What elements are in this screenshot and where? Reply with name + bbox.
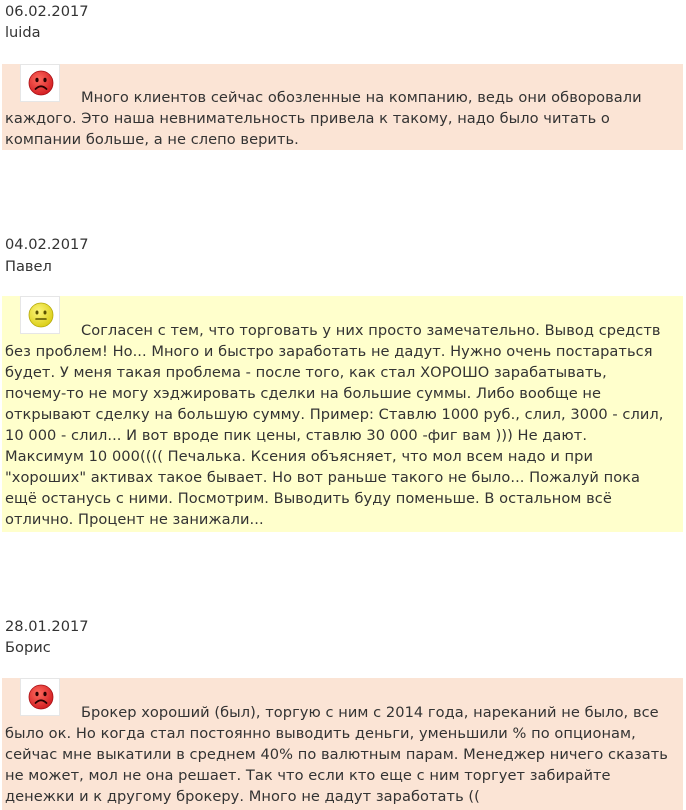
- review-body: [2, 296, 683, 532]
- review-author: Борис: [5, 639, 51, 656]
- avatar: [20, 64, 60, 102]
- review-body: [2, 678, 683, 810]
- review-author: luida: [5, 24, 41, 41]
- avatar: [20, 678, 60, 716]
- sad-face-icon: [28, 70, 54, 96]
- avatar: [20, 296, 60, 334]
- sad-face-icon: [28, 684, 54, 710]
- review-date: 28.01.2017: [5, 618, 89, 635]
- review-date: 06.02.2017: [5, 3, 89, 20]
- review-body: [2, 64, 683, 150]
- review-author: Павел: [5, 258, 52, 275]
- review-text: Согласен с тем, что торговать у них просто замечательно. Вывод средств без проблем! Но... Много и быстро заработать не дадут. Нужно очень постараться будет. У меня такая проблема - после того, как стал ХОРОШО зарабатывать, почему-то не могу хэджировать сделки на большие суммы. Либо вообще не открывают сделку на большую сумму. Пример: Ставлю 1000 руб., слил, 3000 - слил, 10 000 - слил... И вот вроде пик цены, ставлю 30 000 -фиг вам ))) Не дают. Максимум 10 000(((( Печалька. Ксения объясняет, что мол всем надо и при "хороших" активах такое бывает. Но вот раньше такого не было... Пожалуй пока ещё останусь с ними. Посмотрим. Выводить буду поменьше. В остальном всё отлично. Процент не занижали...: [5, 322, 664, 528]
- review-text: Много клиентов сейчас обозленные на компанию, ведь они обворовали каждого. Это наша невнимательность привела к такому, надо было читать о компании больше, а не слепо верить.: [5, 89, 642, 148]
- review-date: 04.02.2017: [5, 236, 89, 253]
- neutral-face-icon: [28, 302, 54, 328]
- review-text: Брокер хороший (был), торгую с ним с 2014 года, нареканий не было, все было ок. Но когда стал постоянно выводить деньги, уменьшили % по опционам, сейчас мне выкатили в среднем 40% по валютным парам. Менеджер ничего сказать не может, мол не она решает. Так что если кто еще с ним торгует забирайте денежки и к другому брокеру. Много не дадут заработать ((: [5, 704, 668, 805]
